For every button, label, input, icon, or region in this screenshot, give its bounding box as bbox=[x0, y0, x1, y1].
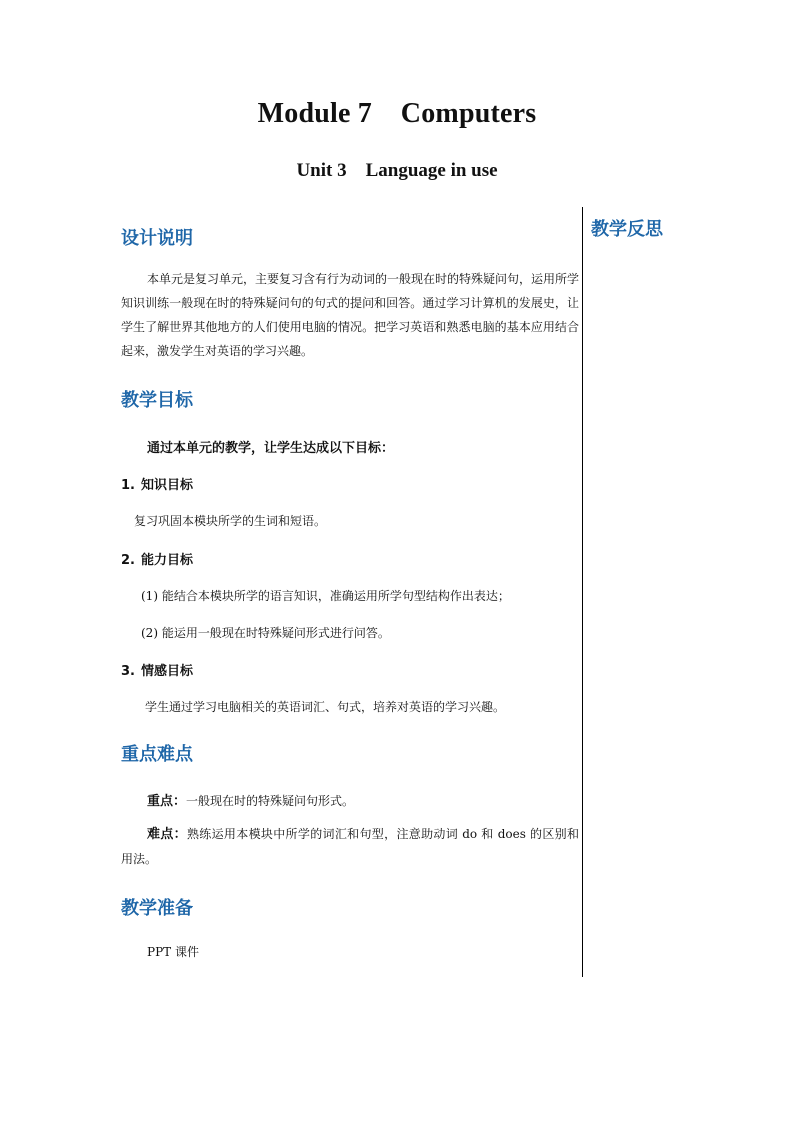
design-paragraph: 本单元是复习单元，主要复习含有行为动词的一般现在时的特殊疑问句，运用所学知识训练一般现在时的特殊疑问句的句式的提问和回答。通过学习计算机的发展史，让学生了解世界其他地方的人们使用电脑的情况。把学习英语和熟悉电脑的基本应用结合起来，激发学生对英语的学习兴趣。 bbox=[121, 272, 580, 358]
ability-item-1: (1) 能结合本模块所学的语言知识，准确运用所学句型结构作出表达； bbox=[141, 589, 510, 603]
objectives-heading: 教学目标 bbox=[121, 390, 193, 411]
objectives-intro: 通过本单元的教学，让学生达成以下目标： bbox=[147, 441, 395, 456]
ability-heading bbox=[121, 549, 193, 568]
emotion-heading bbox=[121, 660, 193, 679]
knowledge-title: 知识目标 bbox=[141, 478, 194, 493]
ability-title: 能力目标 bbox=[141, 553, 194, 568]
focus-text: 一般现在时的特殊疑问句形式。 bbox=[186, 794, 355, 808]
ability-item-2: (2) 能运用一般现在时特殊疑问形式进行问答。 bbox=[141, 626, 390, 640]
focus-line bbox=[147, 790, 354, 809]
page-title: Module 7 Computers bbox=[257, 98, 537, 129]
knowledge-number: 1. bbox=[121, 478, 135, 493]
ability-number: 2. bbox=[121, 553, 135, 568]
focus-label: 重点： bbox=[147, 794, 187, 809]
difficulty-text: 熟练运用本模块中所学的词汇和句型，注意助动词 do 和 does 的区别和用法。 bbox=[121, 827, 579, 866]
preparation-text: PPT 课件 bbox=[147, 945, 199, 959]
page-subtitle: Unit 3 Language in use bbox=[296, 160, 498, 181]
reflection-heading: 教学反思 bbox=[591, 219, 663, 240]
design-heading: 设计说明 bbox=[121, 228, 193, 249]
knowledge-heading bbox=[121, 474, 193, 493]
column-divider bbox=[582, 207, 583, 977]
key-points-heading: 重点难点 bbox=[121, 744, 193, 765]
knowledge-text: 复习巩固本模块所学的生词和短语。 bbox=[134, 514, 327, 528]
emotion-text: 学生通过学习电脑相关的英语词汇、句式，培养对英语的学习兴趣。 bbox=[145, 700, 506, 714]
difficulty-paragraph bbox=[121, 822, 579, 871]
difficulty-label: 难点： bbox=[147, 827, 187, 842]
emotion-number: 3. bbox=[121, 664, 135, 679]
preparation-heading: 教学准备 bbox=[121, 898, 193, 919]
emotion-title: 情感目标 bbox=[141, 664, 194, 679]
